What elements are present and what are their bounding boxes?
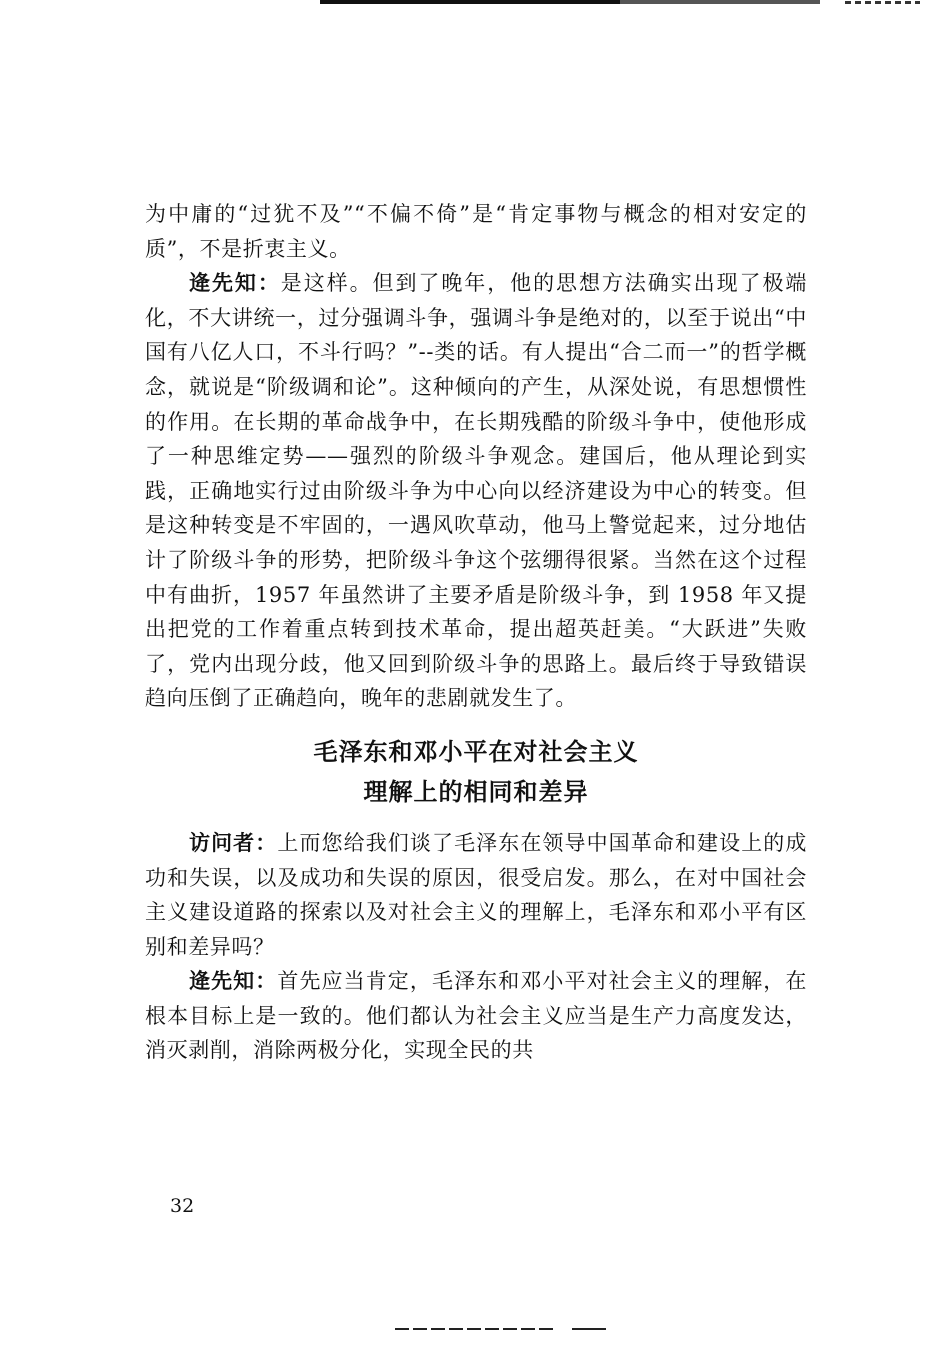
page-body — [145, 197, 807, 1068]
paragraph-interviewer-question — [145, 826, 807, 964]
scan-artifact-bottom-line — [395, 1328, 555, 1330]
paragraph-text: 上而您给我们谈了毛泽东在领导中国革命和建设上的成功和失误，以及成功和失误的原因，很受启发。那么，在对中国社会主义建设道路的探索以及对社会主义的理解上，毛泽东和邓小平有区别和差异吗？ — [145, 830, 807, 959]
paragraph-pangxianzhi-answer — [145, 266, 807, 716]
paragraph-text: 是这样。但到了晚年，他的思想方法确实出现了极端化，不大讲统一，过分强调斗争，强调斗争是绝对的，以至于说出“中国有八亿人口，不斗行吗？”--类的话。有人提出“合二而一”的哲学概念，就说是“阶级调和论”。这种倾向的产生，从深处说，有思想惯性的作用。在长期的革命战争中，在长期残酷的阶级斗争中，使他形成了一种思维定势——强烈的阶级斗争观念。建国后，他从理论到实践，正确地实行过由阶级斗争为中心向以经济建设为中心的转变。但是这种转变是不牢固的，一遇风吹草动，他马上警觉起来，过分地估计了阶级斗争的形势，把阶级斗争这个弦绷得很紧。当然在这个过程中有曲折，1957 年虽然讲了主要矛盾是阶级斗争，到 1958 年又提出把党的工作着重点转到技术革命，提出超英赶美。“大跃进”失败了，党内出现分歧，他又回到阶级斗争的思路上。最后终于导致错误趋向压倒了正确趋向，晚年的悲剧就发生了。 — [145, 271, 807, 711]
paragraph-text: 为中庸的“过犹不及”“不偏不倚”是“肯定事物与概念的相对安定的质”，不是折衷主义。 — [145, 202, 807, 261]
page-number: 32 — [170, 1195, 195, 1217]
speaker-label: 访问者： — [189, 830, 278, 855]
scan-artifact-top-right-mark — [845, 1, 920, 4]
section-heading-line-2: 理解上的相同和差异 — [363, 777, 589, 806]
paragraph-continuation — [145, 197, 807, 266]
section-heading — [145, 732, 807, 812]
speaker-label: 逄先知： — [189, 969, 278, 994]
speaker-label: 逄先知： — [189, 271, 281, 296]
section-heading-line-1: 毛泽东和邓小平在对社会主义 — [313, 737, 639, 766]
paragraph-pangxianzhi-answer-2 — [145, 964, 807, 1068]
scan-artifact-bottom-line-short — [572, 1328, 606, 1330]
paragraph-text: 首先应当肯定，毛泽东和邓小平对社会主义的理解，在根本目标上是一致的。他们都认为社会主义应当是生产力高度发达，消灭剥削，消除两极分化，实现全民的共 — [145, 969, 807, 1063]
scan-artifact-top-line — [320, 0, 820, 4]
